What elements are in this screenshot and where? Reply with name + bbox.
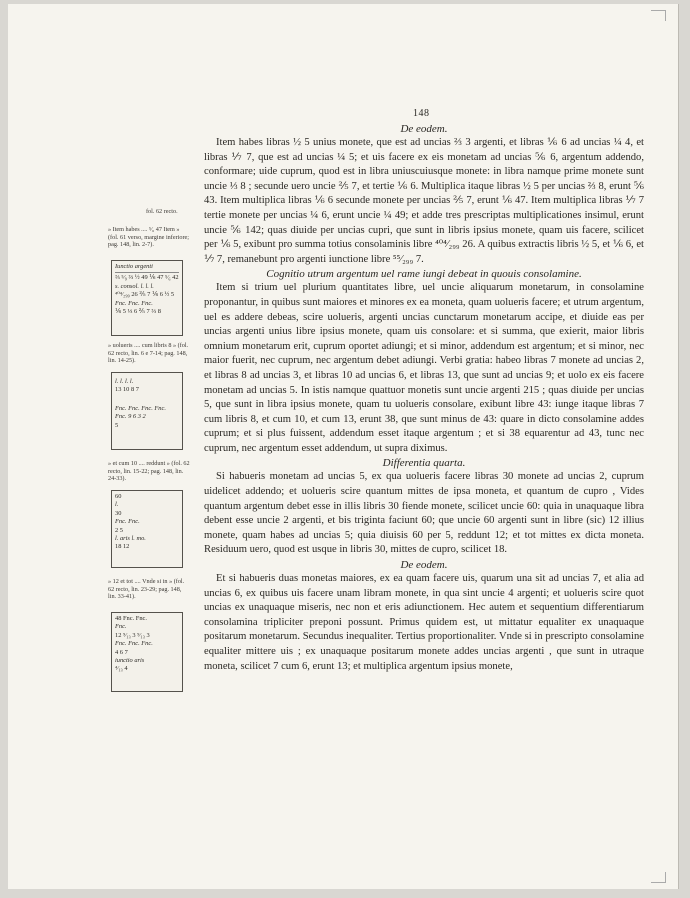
- box-row: 4 6 7: [115, 648, 128, 656]
- box-row: l.: [115, 501, 119, 509]
- box-row: Fnc. Fnc. Fnc.: [115, 299, 153, 307]
- box-row: l. aris l. mo.: [115, 535, 146, 543]
- box-row: 12 ⁹⁄₁₃ 3 ⁹⁄₁₃ 3: [115, 631, 150, 639]
- box-row: 18 12: [115, 543, 130, 551]
- box-row: Fnc.: [115, 623, 127, 631]
- box-row: 30: [115, 509, 122, 517]
- box-row: Fnc. Fnc.: [115, 518, 140, 526]
- margin-note-1: » Item habes .... ⁵⁄₆ 47 Item » (fol. 61 verso, margine inferiore; pag. 148, lin. 2-7).: [108, 226, 189, 249]
- box-row: Fnc. 9 6 3 2: [115, 413, 146, 421]
- margin-note-4: » 12 et tot .... Vnde si in » (fol. 62 recto, lin. 23-29; pag. 148, lin. 33-41).: [108, 578, 185, 601]
- box-row: 2 5: [115, 526, 123, 534]
- computation-box-3: [111, 490, 183, 568]
- box-row: ⅔ ⁵⁄₉ ⅔ ½ 49 ⅙ 47 ⁵⁄₆ 42: [115, 274, 179, 282]
- box-row: 13 10 8 7: [115, 386, 139, 394]
- box-row: ⁴⁰⁴⁄₂₉₉ 26 ⅖ 7 ⅙ 6 ½ 5: [115, 291, 175, 299]
- paragraph: Item habes libras ½ 5 unius monete, que est ad uncias ⅔ 3 argenti, et libras ⅙ 6 ad uncias ¼ 4, et libras ⅐ 7, que est ad uncias ¼ 5; et uis facere ex eis monetam ad uncias ⅚ 6, argentum addendo, conformare; uide cuprum, quod est in libra uniuscuiusque monete: in libra namque prime monete sunt uncie ⅓ 8 ; secunde uero uncie ⅖ 7, et tertie ⅙ 6. Multiplica itaque libras ½ 5 per uncias ⅔ 8, erunt ⅚ 43. Item multiplica libras ⅙ 6 secunde monete per uncias ⅖ 7, erunt ⅙ 47. Item multiplica libras ⅐ 7 tertie monete per uncias ¼ 6, erunt uncie ¼ 49; et adde tres prescriptas multiplicationes insimul, erunt uncie ⅚ 142; quas diuide per uncias cupri, que sunt in libris ipsius monete, quam uis facere, scilicet per ⅙ 5, exibunt pro summa totius consolaminis libre ⁴⁰⁴⁄₂₉₉ 26. A quibus extractis libris ½ 5, et ⅙ 6, et ⅐ 7, remanebunt pro argenti iunctione libre ⁵⁵⁄₂₉₉ 7.: [204, 137, 644, 265]
- section-heading: Cognitio utrum argentum uel rame iungi debeat in quouis consolamine.: [266, 268, 582, 281]
- page-number: 148: [413, 108, 430, 119]
- box-row: iunctio aris: [115, 657, 145, 665]
- computation-box-1: [111, 260, 183, 336]
- section-heading: De eodem.: [400, 559, 448, 572]
- box-row: l. l. l. l.: [115, 378, 134, 385]
- section-heading: Differentia quarta.: [382, 457, 466, 470]
- box-row: Fnc. Fnc. Fnc.: [115, 640, 153, 648]
- main-text: [204, 122, 644, 674]
- box-row: s. consol. l. l. l.: [115, 282, 154, 290]
- crop-mark-bottom: [651, 872, 666, 883]
- paragraph: Si habueris monetam ad uncias 5, ex qua uolueris facere libras 30 monete ad uncias 2, cuprum uidelicet addendo; et uolueris scire quantum mittes de ipsa moneta, et quantum de cupro , Vides quantum argentum debet esse in illis libris 30 fiende monete, scilicet uncie 60: quia in unaquaque libra debent esse uncie 2 argenti, et bis triginta faciunt 60; que uncie 60 argenti sunt in libre (sic) 12 illius monete, quam habes ad uncias 5; quia diuisis 60 per 5, reddunt 12; et tot mittes ex dicta moneta. Residuum uero, quod est usque in libris 30, mittes de cupro, scilicet 18.: [204, 471, 644, 556]
- section-heading: De eodem.: [400, 123, 448, 135]
- box-row: 48 Fnc. Fnc.: [115, 615, 147, 622]
- margin-note-folio: fol. 62 recto.: [146, 208, 178, 215]
- box-row: 5: [115, 421, 119, 429]
- computation-box-4: [111, 612, 183, 692]
- paragraph: Et si habueris duas monetas maiores, ex ea quam facere uis, quarum una sit ad uncias 7, et alia ad uncias 6, ex quibus uis facere unam libram monete, in qua sint uncie 4 argenti; et uolueris scire quot uncias ex unaquaque miseris, nec non et eris adiunctionem. Hec autem et sequentium differentiarum consolamina tripliciter preponi possunt. Primus quidem est, ut mittatur equaliter ex unaquaque positarum monetarum. Secundus inequaliter. Tertius proportionaliter. Vnde si in prescripto consolamine equaliter mittere uis ; ex unaquaque positarum monete addes uncias argenti , que sunt in utraque moneta, scilicet 7 cum 6, erunt 13; et multiplica argentum ipsius monete,: [204, 573, 644, 672]
- box-row: 60: [115, 493, 122, 500]
- crop-mark-top: [651, 10, 666, 21]
- margin-note-3: » et cum 10 .... reddunt » (fol. 62 recto, lin. 15-22; pag. 148, lin. 24-33).: [108, 460, 190, 483]
- paragraph: Item si trium uel plurium quantitates libre, uel uncie aliquarum monetarum, in consolamine proponantur, in quibus sunt maiores et minores ex ea moneta, quam uolueris facere; et utrum argentum, uel es addere debeas, scire uolueris, argenti uncias cunctarum monetarum accipe, et diuide eas per uncias argenti unius libre ipsius monete, quam uis consolare: et si summa, que exierit, maior libris omnium monetarum erit, cuprum oportet adiungi; et si minor, addendum est argentum; et si minor, nec maior fuerit, nec cuprum, nec argentum debet adiungi. Verbi gratia: habeo libras 7 monete ad uncias 2, et libras 8 ad uncias 3, et libras 10 ad uncias 6, et libras 13, que sunt ad uncias 9; et uolo ex eis facere monetam ad uncias 5. In istis namque quattuor monetis sunt uncie argenti 215 ; quas diuide per uncias 5, que sunt in libra ipsius monete, quam tu uolueris consolare, exibunt libre 43: iunge itaque libras 7 cum libris 8, et cum 10, et cum 13, erunt 38, que sunt minus de 43: quare in dicto consolamine addes cuprum; et si plus fuissent, addendum esset itaque argentum ; et si 38 equarentur ad 43, tunc nec cuprum, nec argentum esset addendum, ut supra diximus.: [204, 282, 644, 454]
- box-row: ⁴⁄₁₃ 4: [115, 665, 128, 673]
- box-title: Iunctio argenti: [115, 263, 153, 270]
- margin-note-2: » uolueris .... cum libris 8 » (fol. 62 recto, lin. 6 e 7-14; pag. 148, lin. 14-25).: [108, 342, 189, 365]
- box-row: ⅙ 5 ⅓ 6 ⅖ 7 ⅔ 8: [115, 308, 161, 316]
- book-page: [8, 4, 679, 889]
- computation-box-2: [111, 372, 183, 450]
- box-row: Fnc. Fnc. Fnc. Fnc.: [115, 404, 166, 412]
